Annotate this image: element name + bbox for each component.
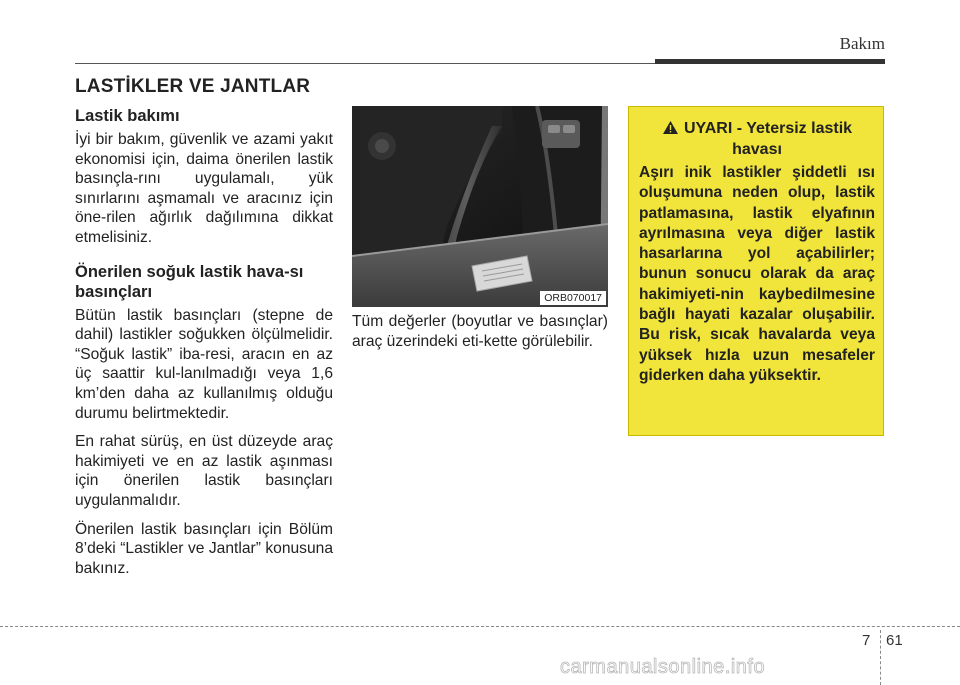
left-column [75, 106, 333, 587]
watermark: carmanualsonline.info [560, 656, 766, 678]
paragraph-reference: Önerilen lastik basınçları için Bölüm 8’deki “Lastikler ve Jantlar” konusuna bakınız. [75, 520, 333, 577]
main-heading: LASTİKLER VE JANTLAR [75, 76, 311, 97]
warning-title-text: UYARI - Yetersiz lastik havası [683, 120, 853, 158]
warning-body: Aşırı inik lastikler şiddetli ısı oluşumuna neden olup, lastik patlamasına, lastik elyafının ayrılmasına veya diğer lastik hasarlarına yol açabilirler; bunun sonucu olarak da araç hakimiyeti-nin kaybedilmesine bağlı hayati kazalar oluşabilir. Bu risk, sıcak havalarda veya yüksek hızla uzun mesafeler giderken daha yüksektir. [639, 164, 875, 384]
section-title: Bakım [839, 34, 885, 53]
header-rule-thick [655, 59, 885, 64]
door-pillar-photo [352, 106, 608, 307]
paragraph-recommended: En rahat sürüş, en üst düzeyde araç hakimiyeti ve en az lastik aşınması için önerilen lastik basınçları uygulanmalıdır. [75, 433, 333, 509]
warning-title [639, 119, 875, 159]
warning-triangle-icon [662, 120, 679, 140]
heading-cold-pressure: Önerilen soğuk lastik hava-sı basınçları [75, 262, 304, 301]
figure-caption: Tüm değerler (boyutlar ve basınçlar) araç üzerindeki eti-kette görülebilir. [352, 313, 608, 350]
door-pillar-illustration [352, 106, 608, 307]
paragraph-tire-care: İyi bir bakım, güvenlik ve azami yakıt ekonomisi için, daima önerilen lastik basınçla-rını uygulamalı, yük sınırlarını aşmamalı ve aracınız için öne-rilen ağırlık dağılımına dikkat etmelisiniz. [75, 131, 333, 246]
page-divider [880, 630, 881, 685]
heading-tire-care: Lastik bakımı [75, 107, 180, 125]
paragraph-cold-pressure: Bütün lastik basınçları (stepne de dahil) lastikler soğukken ölçülmelidir. “Soğuk lastik” iba-resi, aracın en az üç saattir kul-lanılmadığı veya 1,6 km’den daha az kullanılmış olduğu durumu belirtmektedir. [75, 306, 333, 422]
page-chapter: 7 [862, 632, 871, 649]
header-rule-thin [75, 63, 655, 64]
figure-code: ORB070017 [540, 291, 606, 305]
warning-box [628, 106, 884, 436]
page-number: 61 [886, 632, 903, 649]
footer-rule [0, 626, 960, 627]
